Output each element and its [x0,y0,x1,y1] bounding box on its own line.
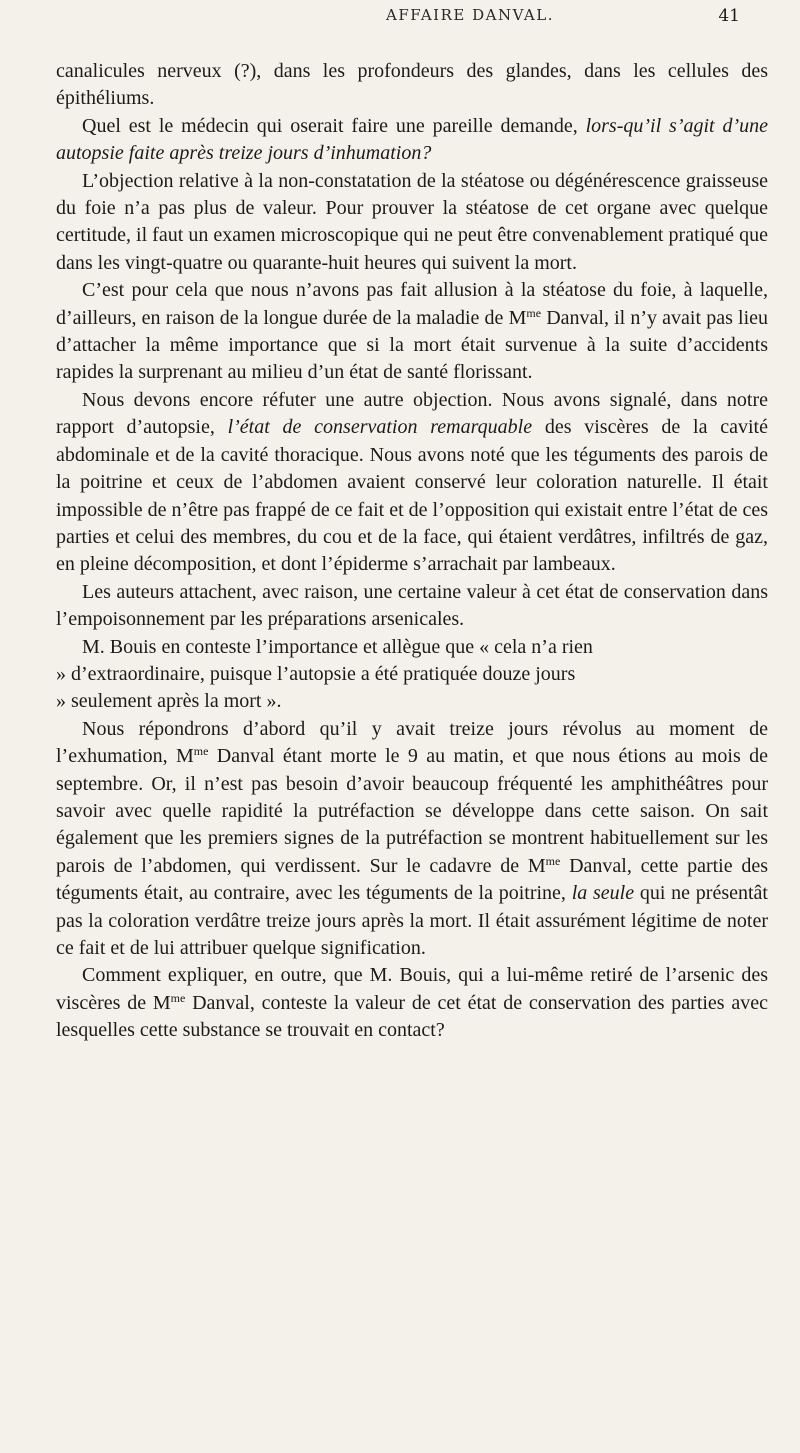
paragraph-7-quote-line-2: » d’extraordinaire, puisque l’autopsie a été pratiquée douze jours [56,662,576,685]
paragraph-3: L’objection relative à la non-constatation de la stéatose ou dégénérescence graisseuse du foie n’a pas plus de valeur. Pour prouver la stéatose de cet organe avec quelque certitude, il faut un examen microscopique qui ne peut être convenablement pratiqué que dans les vingt-quatre ou quarante-huit heures qui suivent la mort. [56,169,768,274]
page-number: 41 [718,6,740,26]
paragraph-8-text-c: Danval, cette partie des téguments était, au contraire, avec les téguments de la poitrine, [56,854,769,905]
paragraph-4 [56,277,768,387]
paragraph-8 [56,716,768,963]
paragraph-7: M. Bouis en conteste l’importance et allègue que « cela n’a rien [82,635,593,658]
body-text [56,58,768,1045]
paragraph-4-text-b: Danval, il n’y avait pas lieu d’attacher la même importance que si la mort était survenue à la suite d’accidents rapides la surprenant au milieu d’un état de santé florissant. [56,306,768,384]
page-header [200,6,740,30]
paragraph-9 [56,962,768,1044]
running-head: AFFAIRE DANVAL. [386,6,554,24]
paragraph-7-quote-line-3: » seulement après la mort ». [56,690,282,713]
paragraph-9-text-b: Danval, conteste la valeur de cet état de conservation des parties avec lesquelles cette substance se trouvait en contact? [56,991,768,1042]
paragraph-8-text-b: Danval étant morte le 9 au matin, et que nous étions au mois de septembre. Or, il n’est pas besoin d’avoir beaucoup fréquenté les amphithéâtres pour savoir avec quelle rapidité la putréfaction se développe dans cette saison. On sait également que les premiers signes de la putréfaction se montrent habituellement sur les parois de l’abdomen, qui verdissent. Sur le cadavre de M [56,745,768,877]
paragraph-1: canalicules nerveux (?), dans les profondeurs des glandes, dans les cellules des épithéliums. [56,60,768,110]
paragraph-5-italic: l’état de conservation remarquable [227,416,533,439]
paragraph-5-text-a: Nous devons encore réfuter une autre objection. Nous avons signalé, dans notre rapport d’autopsie, [56,388,768,439]
paragraph-2-text: Quel est le médecin qui oserait faire une pareille demande, [82,114,586,137]
paragraph-9-text-a: Comment expliquer, en outre, que M. Bouis, qui a lui-même retiré de l’arsenic des viscères de M [56,964,768,1014]
paragraph-8-superscript-1: me [193,744,209,759]
paragraph-8-italic: la seule [571,882,635,905]
paragraph-5-text-b: des viscères de la cavité abdominale et de la cavité thoracique. Nous avons noté que les téguments des parois de la poitrine et ceux de l’abdomen avaient conservé leur coloration naturelle. Il était impossible de n’être pas frappé de ce fait et de l’opposition qui existait entre l’état de ces parties et celui des membres, du cou et de la face, qui étaient verdâtres, infiltrés de gaz, en pleine décomposition, et dont l’épiderme s’arrachait par lambeaux. [56,416,768,576]
paragraph-5 [56,387,768,579]
paragraph-8-superscript-2: me [545,853,561,868]
paragraph-8-text-d: qui ne présentât pas la coloration verdâtre treize jours après la mort. Il était assurément légitime de noter ce fait et de lui attribuer quelque signification. [56,882,768,959]
paragraph-4-superscript: me [526,305,542,320]
paragraph-2 [56,113,768,168]
paragraph-2-italic: lors-qu’il s’agit d’une autopsie faite après treize jours d’inhumation? [56,114,769,165]
paragraph-6: Les auteurs attachent, avec raison, une certaine valeur à cet état de conservation dans l’empoisonnement par les préparations arsenicales. [56,580,768,631]
paragraph-4-text-a: C’est pour cela que nous n’avons pas fait allusion à la stéatose du foie, à laquelle, d’ailleurs, en raison de la longue durée de la maladie de M [56,279,768,329]
paragraph-8-text-a: Nous répondrons d’abord qu’il y avait treize jours révolus au moment de l’exhumation, M [56,717,768,768]
paragraph-9-superscript: me [170,990,186,1005]
